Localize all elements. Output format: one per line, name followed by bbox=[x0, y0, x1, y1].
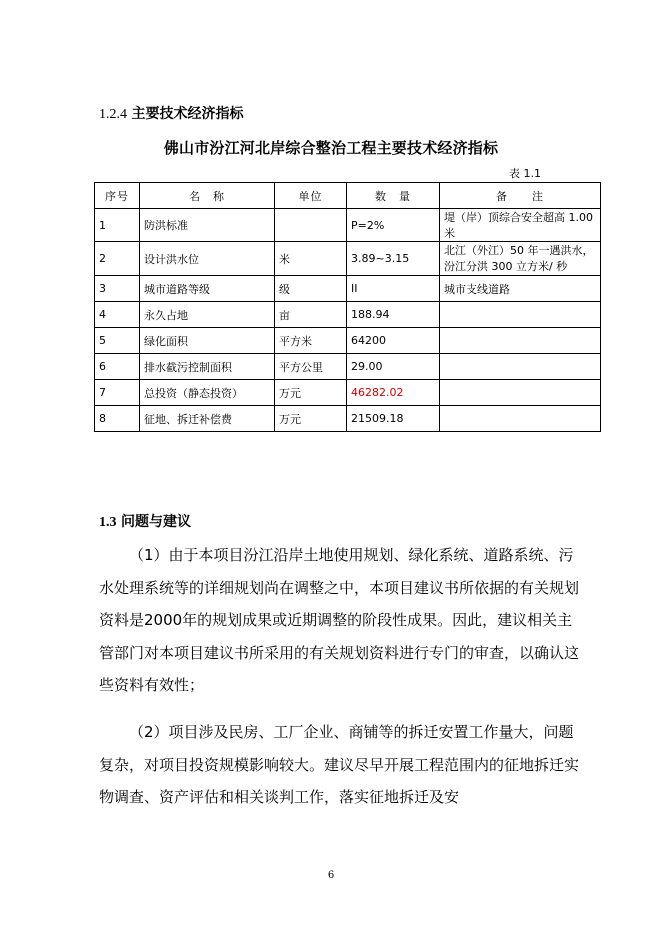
header-cell: 名 称 bbox=[140, 183, 275, 209]
header-cell: 备 注 bbox=[440, 183, 601, 209]
row-note bbox=[440, 354, 601, 380]
row-number: 7 bbox=[95, 380, 140, 406]
row-note: 堤（岸）顶综合安全超高 1.00 米 bbox=[440, 209, 601, 242]
row-qty: 29.00 bbox=[347, 354, 440, 380]
section-title: 问题与建议 bbox=[120, 514, 191, 530]
row-name: 永久占地 bbox=[140, 302, 275, 328]
row-note bbox=[440, 406, 601, 432]
row-qty: P=2% bbox=[347, 209, 440, 242]
table-label: 表 1.1 bbox=[509, 167, 541, 180]
row-number: 3 bbox=[95, 276, 140, 302]
row-qty: 64200 bbox=[347, 328, 440, 354]
row-qty: 21509.18 bbox=[347, 406, 440, 432]
table-row bbox=[95, 276, 601, 302]
paragraph-2: （2）项目涉及民房、工厂企业、商铺等的拆迁安置工作量大，问题复杂，对项目投资规模影响较大。建议尽早开展工程范围内的征地拆迁实物调查、资产评估和相关谈判工作，落实征地拆迁及安 bbox=[99, 723, 580, 806]
row-unit: 亩 bbox=[275, 302, 347, 328]
paragraph-1: （1）由于本项目汾江沿岸土地使用规划、绿化系统、道路系统、污水处理系统等的详细规划尚在调整之中，本项目建议书所依据的有关规划资料是2000年的规划成果或近期调整的阶段性成果。因此，建议相关主管部门对本项目建议书所采用的有关规划资料进行专门的审查，以确认这些资料有效性； bbox=[99, 546, 580, 694]
row-note: 城市支线道路 bbox=[440, 276, 601, 302]
table-row bbox=[95, 380, 601, 406]
row-unit: 万元 bbox=[275, 406, 347, 432]
document-title: 佛山市汾江河北岸综合整治工程主要技术经济指标 bbox=[163, 139, 499, 157]
row-number: 8 bbox=[95, 406, 140, 432]
table-row bbox=[95, 209, 601, 242]
row-name: 设计洪水位 bbox=[140, 242, 275, 276]
row-number: 1 bbox=[95, 209, 140, 242]
row-unit: 米 bbox=[275, 242, 347, 276]
row-qty: 3.89~3.15 bbox=[347, 242, 440, 276]
row-unit bbox=[275, 209, 347, 242]
row-unit: 万元 bbox=[275, 380, 347, 406]
row-qty-highlighted: 46282.02 bbox=[347, 380, 440, 406]
row-unit: 级 bbox=[275, 276, 347, 302]
row-number: 4 bbox=[95, 302, 140, 328]
indicators-table bbox=[94, 182, 601, 432]
table-row bbox=[95, 242, 601, 276]
row-name: 总投资（静态投资） bbox=[140, 380, 275, 406]
section-heading-1-3 bbox=[99, 511, 191, 531]
row-qty: 188.94 bbox=[347, 302, 440, 328]
page-number: 6 bbox=[327, 870, 335, 881]
row-number: 6 bbox=[95, 354, 140, 380]
row-unit: 平方公里 bbox=[275, 354, 347, 380]
row-note: 北江（外江）50 年一遇洪水，汾江分洪 300 立方米/ 秒 bbox=[440, 242, 601, 276]
row-name: 征地、拆迁补偿费 bbox=[140, 406, 275, 432]
row-name: 排水截污控制面积 bbox=[140, 354, 275, 380]
section-number: 1.3 bbox=[99, 515, 117, 530]
section-heading-1-2-4 bbox=[99, 103, 243, 123]
table-row bbox=[95, 328, 601, 354]
header-cell: 数 量 bbox=[347, 183, 440, 209]
section-number: 1.2.4 bbox=[99, 107, 127, 122]
header-cell: 序号 bbox=[95, 183, 140, 209]
row-note bbox=[440, 302, 601, 328]
row-number: 2 bbox=[95, 242, 140, 276]
row-note bbox=[440, 380, 601, 406]
header-cell: 单位 bbox=[275, 183, 347, 209]
row-unit: 平方米 bbox=[275, 328, 347, 354]
row-number: 5 bbox=[95, 328, 140, 354]
section-title: 主要技术经济指标 bbox=[131, 106, 244, 122]
row-name: 绿化面积 bbox=[140, 328, 275, 354]
row-name: 防洪标准 bbox=[140, 209, 275, 242]
row-note bbox=[440, 328, 601, 354]
table-row bbox=[95, 302, 601, 328]
table-row bbox=[95, 354, 601, 380]
table-row bbox=[95, 406, 601, 432]
row-name: 城市道路等级 bbox=[140, 276, 275, 302]
table-header-row bbox=[95, 183, 601, 209]
row-qty: II bbox=[347, 276, 440, 302]
